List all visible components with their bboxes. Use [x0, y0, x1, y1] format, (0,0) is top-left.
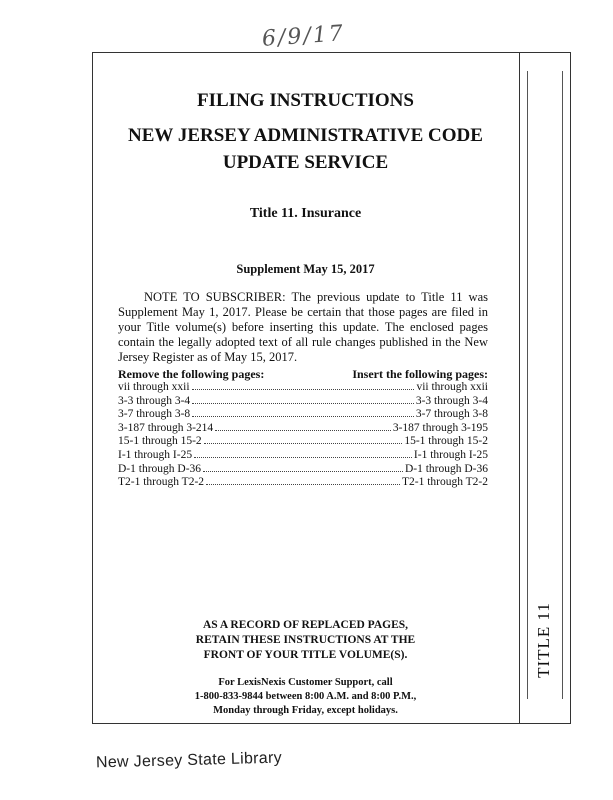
insert-pages: I-1 through I-25: [413, 448, 488, 461]
page-row: [118, 435, 488, 449]
page-row: [118, 381, 488, 395]
insert-pages: T2-1 through T2-2: [401, 476, 488, 489]
remove-pages: 15-1 through 15-2: [118, 435, 202, 448]
support-line-1: For LexisNexis Customer Support, call: [218, 677, 393, 688]
support-phone-hours: 1-800-833-9844 between 8:00 A.M. and 8:00 P.M.,: [194, 691, 417, 702]
support-days: Monday through Friday, except holidays.: [213, 705, 398, 716]
record-line-2: RETAIN THESE INSTRUCTIONS AT THE: [195, 634, 416, 646]
insert-column-header: Insert the following pages:: [352, 367, 488, 381]
remove-pages: 3-7 through 3-8: [118, 408, 191, 421]
leader-dots: [192, 402, 414, 404]
remove-pages: 3-3 through 3-4: [118, 394, 191, 407]
title-name: Title 11. Insurance: [249, 206, 362, 221]
title-tab-label: TITLE 11: [534, 602, 553, 678]
record-line-1: AS A RECORD OF REPLACED PAGES,: [202, 619, 409, 631]
leader-dots: [192, 388, 415, 390]
record-line-3: FRONT OF YOUR TITLE VOLUME(S).: [203, 649, 408, 661]
remove-column-header: Remove the following pages:: [118, 367, 265, 381]
page-row: [118, 422, 488, 436]
heading-update-service: UPDATE SERVICE: [222, 152, 389, 173]
note-text: NOTE TO SUBSCRIBER: The previous update to Title 11 was Supplement May 1, 2017. Please be certain that those pages are filed in your Title volume(s) before inserting this update. The enclosed pages contain the legally adopted text of all rule changes published in the New Jersey Register as of May 15, 2017.: [118, 290, 488, 364]
remove-pages: T2-1 through T2-2: [118, 476, 205, 489]
insert-pages: 3-3 through 3-4: [415, 394, 488, 407]
page-row: [118, 449, 488, 463]
leader-dots: [206, 483, 400, 485]
leader-dots: [192, 415, 414, 417]
leader-dots: [204, 442, 403, 444]
leader-dots: [215, 429, 391, 431]
insert-pages: D-1 through D-36: [404, 462, 488, 475]
page-columns-header: [118, 367, 488, 382]
leader-dots: [203, 470, 403, 472]
note-to-subscriber: [118, 290, 488, 365]
page-row: [118, 408, 488, 422]
handwritten-date-note: 6/9/17: [261, 21, 346, 52]
page-row: [118, 463, 488, 477]
library-stamp: New Jersey State Library: [95, 749, 283, 772]
heading-filing-instructions: FILING INSTRUCTIONS: [197, 90, 414, 111]
supplement-date: Supplement May 15, 2017: [236, 262, 375, 276]
record-instructions: [92, 618, 519, 663]
heading-njac: NEW JERSEY ADMINISTRATIVE CODE: [128, 125, 483, 146]
remove-pages: D-1 through D-36: [118, 462, 202, 475]
customer-support-info: [92, 676, 519, 718]
leader-dots: [194, 456, 412, 458]
page-row: [118, 476, 488, 490]
insert-pages: 15-1 through 15-2: [404, 435, 488, 448]
remove-pages: vii through xxii: [118, 381, 190, 393]
remove-pages: I-1 through I-25: [118, 448, 193, 461]
page-row: [118, 395, 488, 409]
insert-pages: vii through xxii: [416, 381, 488, 393]
insert-pages: 3-187 through 3-195: [392, 421, 488, 434]
insert-pages: 3-7 through 3-8: [415, 408, 488, 421]
remove-pages: 3-187 through 3-214: [118, 421, 214, 434]
page-replacement-list: [118, 381, 488, 490]
